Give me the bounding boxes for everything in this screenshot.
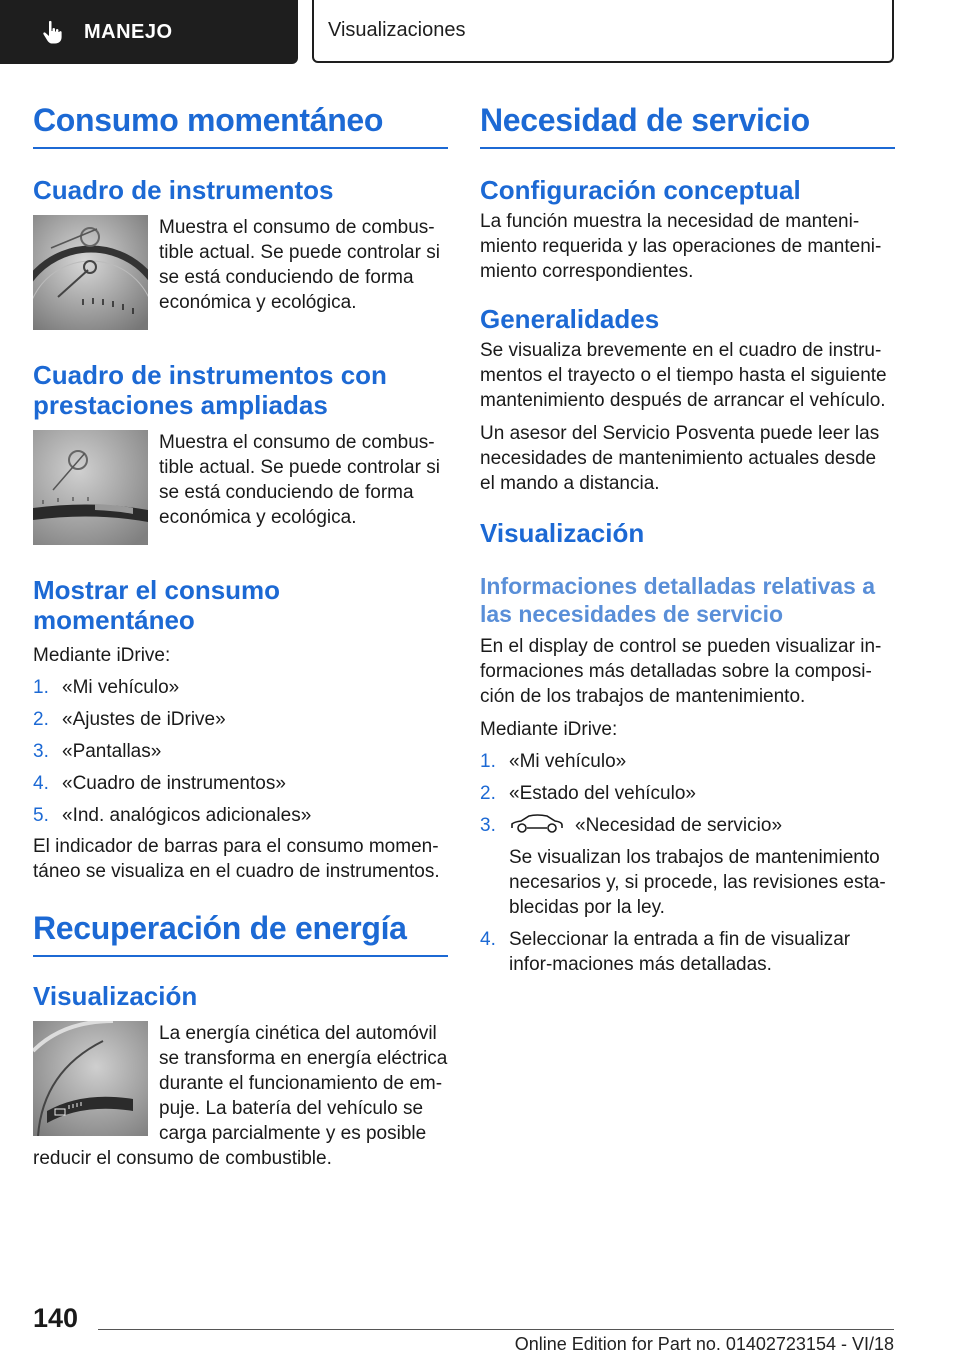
- footer-divider: [98, 1329, 894, 1330]
- heading-configuracion-conceptual: Configuración conceptual: [480, 175, 801, 205]
- cuadro-description: Muestra el consumo de combus‐tible actual. Se puede controlar si se está conduciendo de forma económica y ecológica.: [159, 217, 440, 313]
- consumo-steps-list: [33, 675, 448, 828]
- servicio-steps-list: [480, 749, 895, 977]
- chapter-label: MANEJO: [84, 20, 173, 43]
- car-service-icon: [509, 813, 565, 835]
- indicador-barras-text: El indicador de barras para el consumo momen‐táneo se visualiza en el cuadro de instrumentos.: [33, 836, 440, 882]
- list-item: 1. «Mi vehículo»: [480, 751, 627, 772]
- configuracion-text: La función muestra la necesidad de manteni‐miento requerida y las operaciones de manteni‐miento correspondientes.: [480, 211, 882, 282]
- heading-visualizacion-energia: Visualización: [33, 981, 198, 1011]
- heading-cuadro-instrumentos: Cuadro de instrumentos: [33, 175, 334, 205]
- list-item: 3. «Necesidad de servicio» Se visualizan los trabajos de mantenimiento necesarios y, si procede, las revisiones esta‐blecidas por la ley.: [480, 813, 895, 920]
- generalidades-text-2: Un asesor del Servicio Posventa puede leer las necesidades de mantenimiento actuales desde el mando a distancia.: [480, 423, 880, 494]
- energia-block: [33, 1021, 448, 1146]
- list-item: 2. «Ajustes de iDrive»: [33, 709, 226, 730]
- cuadro-block: [33, 215, 448, 330]
- heading-consumo-momentaneo: Consumo momentáneo: [33, 102, 448, 149]
- section-label: Visualizaciones: [328, 19, 466, 41]
- cuadro-ampliadas-description: Muestra el consumo de combus‐tible actual. Se puede controlar si se está conduciendo de forma económica y ecológica.: [159, 432, 440, 528]
- mediante-idrive-text-right: Mediante iDrive:: [480, 719, 618, 740]
- heading-mostrar-consumo: Mostrar el consumo momentáneo: [33, 575, 281, 635]
- cuadro-ampliadas-block: [33, 430, 448, 545]
- energia-description-b: reducir el consumo de combustible.: [33, 1148, 332, 1169]
- list-item: 3. «Pantallas»: [33, 741, 162, 762]
- mediante-idrive-text: Mediante iDrive:: [33, 645, 171, 666]
- list-item: 4. «Cuadro de instrumentos»: [33, 773, 286, 794]
- heading-generalidades: Generalidades: [480, 304, 660, 334]
- page-number: 140: [33, 1303, 79, 1333]
- edition-footer: Online Edition for Part no. 01402723154 - VI/18: [514, 1334, 894, 1354]
- chapter-tab: [0, 0, 298, 64]
- heading-necesidad-servicio: Necesidad de servicio: [480, 102, 895, 149]
- section-tab: [312, 0, 894, 63]
- heading-recuperacion-energia: Recuperación de energía: [33, 910, 448, 957]
- informaciones-text: En el display de control se pueden visualizar in‐formaciones más detalladas sobre la composi‐ción de los trabajos de mantenimiento.: [480, 636, 882, 707]
- energy-recovery-image: [33, 1021, 148, 1136]
- left-column: [33, 102, 448, 1171]
- heading-visualizacion: Visualización: [480, 518, 645, 548]
- heading-cuadro-ampliadas: Cuadro de instrumentos con prestaciones ampliadas: [33, 360, 387, 420]
- list-item: 1. «Mi vehículo»: [33, 677, 180, 698]
- list-item: 2. «Estado del vehículo»: [480, 783, 696, 804]
- instrument-cluster-image: [33, 215, 148, 330]
- energia-description-a: La energía cinética del automóvil se transforma en energía eléctrica durante el funcionamiento de em‐puje. La batería del vehículo se carga parcialmente y es posible: [159, 1023, 448, 1144]
- right-column: [480, 102, 895, 977]
- heading-informaciones-detalladas: Informaciones detalladas relativas a las necesidades de servicio: [480, 573, 876, 627]
- hand-pointer-icon: [40, 19, 66, 45]
- step-note: Se visualizan los trabajos de mantenimiento necesarios y, si procede, las revisiones esta‐blecidas por la ley.: [509, 847, 886, 918]
- list-item: 5. «Ind. analógicos adicionales»: [33, 805, 312, 826]
- extended-cluster-image: [33, 430, 148, 545]
- generalidades-text-1: Se visualiza brevemente en el cuadro de instru‐mentos el trayecto o el tiempo hasta el siguiente mantenimiento después de arrancar el vehículo.: [480, 340, 887, 411]
- list-item: 4. Seleccionar la entrada a fin de visualizar infor‐maciones más detalladas.: [480, 929, 851, 975]
